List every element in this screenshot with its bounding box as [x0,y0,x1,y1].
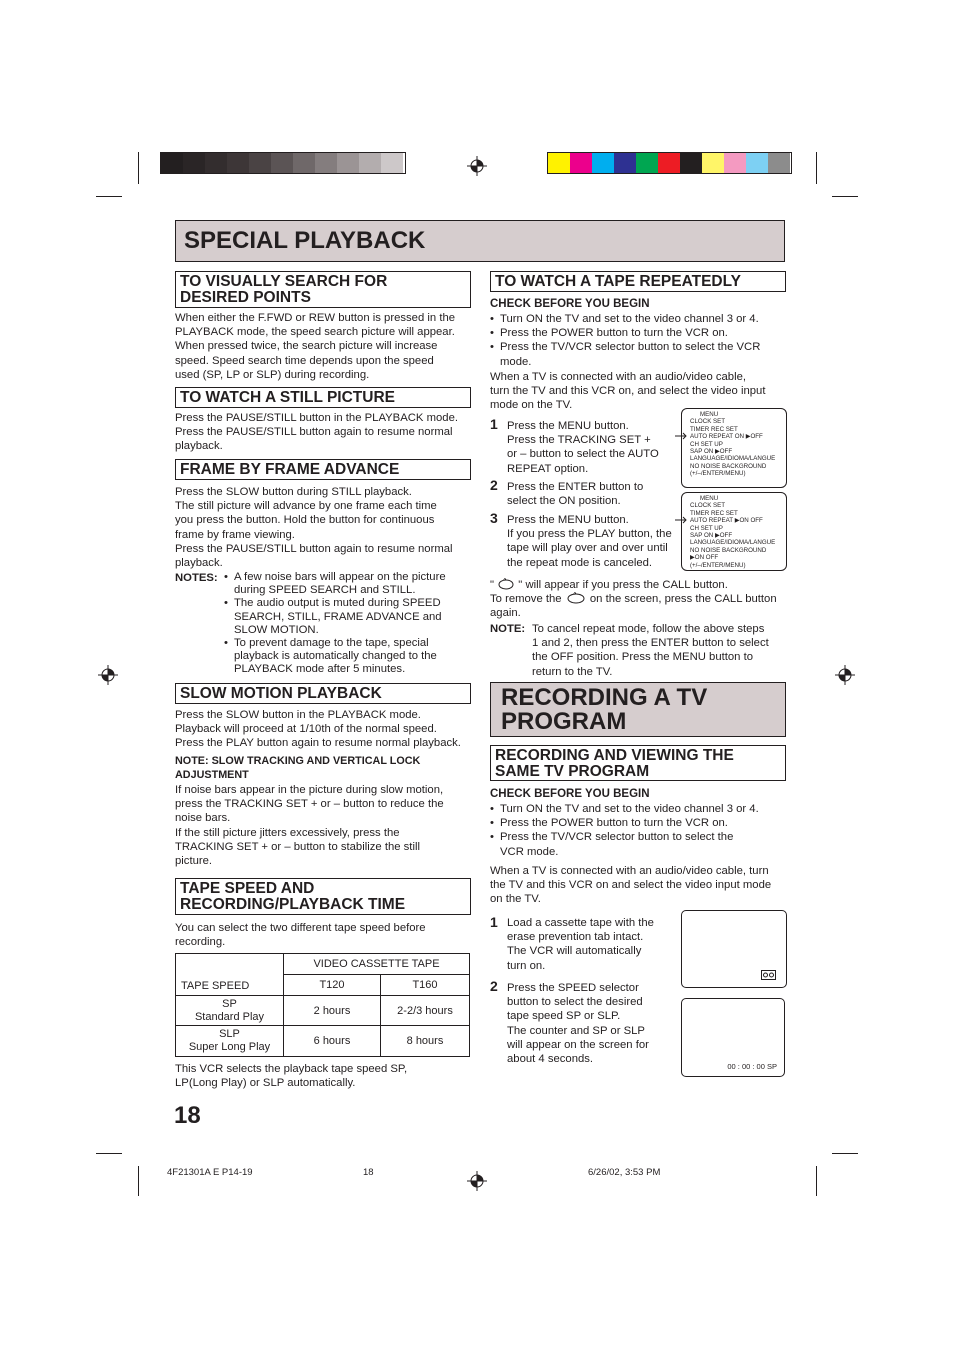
menu-line: CH SET UP [690,524,723,532]
text-line: Press the MENU button. [507,420,629,432]
menu-line: LANGUAGE/IDIOMA/LANGUE [690,539,776,547]
note-item [224,571,474,597]
recording-title-bar [490,682,786,737]
trim-mark [816,1166,817,1196]
step-text [507,981,677,1066]
text-line: The still picture will advance by one frame each time [175,500,437,513]
repeat-intro [490,370,786,413]
gray-swatch [403,152,425,174]
text-line: frame by frame viewing. [175,528,295,541]
menu-line: TIMER REC SET [690,425,738,433]
heading-line: SAME TV PROGRAM [495,763,650,780]
text-line: Press the SLOW button during STILL playback. [175,486,412,498]
step-text [507,513,682,570]
menu-line: SAP ON ▶OFF [690,532,733,540]
menu-line: CLOCK SET [690,418,726,426]
trim-mark [816,152,817,184]
step-text [507,419,682,476]
record-intro [490,864,788,907]
check-item [490,830,786,858]
step-number: 1 [490,416,498,432]
table-header-tape-speed: TAPE SPEED [176,954,284,996]
text-line: The counter and SP or SLP [507,1024,645,1037]
table-cell-speed [176,1026,284,1057]
heading-line: SLOW MOTION PLAYBACK [180,685,382,702]
text-line: • A few noise bars will appear on the picture [234,571,446,583]
text-line: Press the ENTER button to [507,481,644,493]
speed-code: SP [222,997,237,1010]
text-line: Press the SLOW button in the PLAYBACK mode. [175,709,421,721]
menu-title: MENU [700,411,719,418]
menu-screen-on [681,492,787,571]
text-line: PLAYBACK mode after 5 minutes. [234,663,406,676]
cassette-icon [761,970,776,980]
menu-line: NO NOISE BACKGROUND [690,546,767,554]
arrow-icon [675,432,687,440]
text-line: When either the F.FWD or REW button is pressed in the [175,312,456,324]
section-heading-record-view [490,745,786,781]
text-line: turn on. [507,959,546,972]
trim-mark [138,152,139,184]
heading-line: RECORDING/PLAYBACK TIME [180,896,406,913]
menu-line: LANGUAGE/IDIOMA/LANGUE [690,455,776,463]
text-line: 1 and 2, then press the ENTER button to select [532,637,769,650]
menu-line: AUTO REPEAT ▶ON OFF [690,517,763,525]
call-line-3: again. [490,607,521,619]
page-title-bar [175,220,785,262]
text-line: playback. [175,440,223,453]
gray-bar-frame [160,152,406,174]
text-line: or – button to select the AUTO [507,448,659,461]
note-item [224,597,474,637]
menu-line: ▶ON OFF [690,554,719,562]
text-fragment: " will appear if you press the CALL button. [518,579,728,591]
text-line: You can select the two different tape speed before [175,922,426,934]
text-line: during SPEED SEARCH and STILL. [234,584,416,597]
menu-screen-off [681,408,787,488]
text-line: SEARCH, STILL, FRAME ADVANCE and [234,610,442,623]
speed-desc: Standard Play [194,1010,265,1023]
section-heading-repeat [490,271,786,292]
text-line: on the TV. [490,893,541,906]
slow-motion-body [175,708,475,751]
text-line: button to select the desired [507,996,643,1009]
text-line: return to the TV. [532,665,613,678]
text-line: you press the button. Hold the button for continuous [175,514,435,527]
text-line: When a TV is connected with an audio/video cable, turn [490,865,769,877]
menu-line: CH SET UP [690,440,723,448]
section-heading-still-picture [175,387,471,408]
screen-counter: 00 : 00 : 00 SP [727,1062,777,1071]
menu-line: AUTO REPEAT ON ▶OFF [690,433,763,441]
text-line: The VCR will automatically [507,945,642,958]
registration-mark-icon [467,156,487,176]
text-line: • Turn ON the TV and set to the video channel 3 or 4. [500,803,759,815]
tv-screen-counter [681,998,785,1077]
section-heading-tape-speed [175,878,471,915]
registration-mark-icon [467,1171,487,1191]
repeat-checklist [490,312,786,369]
trim-mark [832,196,858,197]
section-heading-visual-search [175,271,471,308]
text-line: mode. [500,355,532,368]
text-line: When pressed twice, the search picture will increase [175,340,438,353]
menu-line: CLOCK SET [690,502,726,510]
menu-line: NO NOISE BACKGROUND [690,462,767,470]
notes-label: NOTES: [175,572,218,584]
text-line: Playback will proceed at 1/10th of the normal speed. [175,723,437,736]
menu-line: TIMER REC SET [690,509,738,517]
table-header-t160: T160 [381,975,470,996]
step-number: 1 [490,914,498,930]
text-fragment: on the screen, press the CALL button [589,593,777,605]
heading-line: TO VISUALLY SEARCH FOR [180,273,388,290]
text-line: will appear on the screen for [507,1038,649,1051]
check-item [490,326,786,340]
text-line: • Press the POWER button to turn the VCR on. [500,817,728,830]
tape-speed-intro [175,921,475,949]
text-line: If the still picture jitters excessively, press the [175,826,400,839]
text-line: picture. [175,855,213,868]
repeat-icon [497,578,515,590]
text-line: Press the SPEED selector [507,982,639,994]
footer-date: 6/26/02, 3:53 PM [588,1167,661,1178]
text-line: recording. [175,936,226,949]
text-line: tape will play over and over until [507,542,668,555]
speed-code: SLP [219,1028,240,1040]
menu-footer: (+/–/ENTER/MENU) [690,561,746,569]
check-item [490,312,786,326]
text-line: tape speed SP or SLP. [507,1010,621,1023]
text-line: ADJUSTMENT [175,769,249,782]
trim-mark [96,196,122,197]
still-picture-body [175,411,475,454]
text-line: • The audio output is muted during SPEED [234,597,441,610]
text-line: NOTE: SLOW TRACKING AND VERTICAL LOCK [175,755,421,767]
note-item [224,637,474,677]
text-line: erase prevention tab intact. [507,931,644,944]
text-line: SLOW MOTION. [234,623,319,636]
color-bar-frame [547,152,792,174]
text-line: PLAYBACK mode, the speed search picture will appear. [175,326,455,339]
tape-speed-outro [175,1062,475,1090]
table-header-t120: T120 [284,975,381,996]
heading-line: FRAME BY FRAME ADVANCE [180,461,400,478]
arrow-icon [675,516,687,524]
tape-speed-table [175,953,470,1057]
text-fragment: To remove the [490,593,562,605]
text-line: LP(Long Play) or SLP automatically. [175,1077,356,1090]
page-number: 18 [174,1102,201,1129]
text-line: the TV and this VCR on and select the video input mode [490,879,772,892]
heading-line: TAPE SPEED AND [180,880,315,897]
heading-line: RECORDING AND VIEWING THE [495,747,734,764]
text-line: noise bars. [175,812,231,825]
text-line: press the TRACKING SET + or – button to reduce the [175,798,444,811]
repeat-note-body [532,622,787,679]
speed-desc: Super Long Play [188,1041,271,1053]
heading-line: TO WATCH A TAPE REPEATEDLY [495,273,742,290]
text-line: Press the PAUSE/STILL button again to resume normal [175,426,453,439]
text-line: VCR mode. [500,845,559,858]
tv-screen-cassette [681,910,787,988]
page-title: SPECIAL PLAYBACK [184,227,426,254]
text-line: Press the MENU button. [507,514,629,526]
text-line: • Turn ON the TV and set to the video channel 3 or 4. [500,313,759,325]
text-line: mode on the TV. [490,399,573,412]
visual-search-body [175,311,475,382]
text-line: • Press the POWER button to turn the VCR on. [500,327,728,340]
footer-code: 4F21301A E P14-19 [167,1167,253,1178]
table-cell: 6 hours [284,1026,381,1057]
step-text [507,916,677,973]
text-line: used (SP, LP or SLP) during recording. [175,368,370,381]
check-item [490,340,786,368]
text-line: • Press the TV/VCR selector button to select the VCR [500,341,761,354]
text-line: TRACKING SET + or – button to stabilize the still [175,840,420,853]
text-line: • Press the TV/VCR selector button to select the [500,831,734,844]
text-line: select the ON position. [507,495,621,508]
step-text [507,480,682,508]
trim-mark [832,1153,858,1154]
text-line: If noise bars appear in the picture during slow motion, [175,784,444,796]
check-before-label: CHECK BEFORE YOU BEGIN [490,788,650,800]
text-line: To cancel repeat mode, follow the above steps [532,623,765,635]
text-line: REPEAT option. [507,462,589,475]
text-fragment: " [490,579,495,591]
heading-line: TO WATCH A STILL PICTURE [180,389,395,406]
registration-mark-icon [835,665,855,685]
check-item [490,816,786,830]
registration-mark-icon [98,665,118,685]
call-line-1 [490,578,728,592]
table-cell-speed [176,996,284,1026]
text-line: playback is automatically changed to the [234,650,437,663]
table-cell: 2 hours [284,996,381,1026]
section-heading-slow-motion [175,683,471,704]
text-line: • To prevent damage to the tape, special [234,637,429,650]
menu-line: SAP ON ▶OFF [690,448,733,456]
text-line: about 4 seconds. [507,1053,594,1066]
footer-page: 18 [363,1167,374,1178]
text-line: the OFF position. Press the MENU button to [532,651,754,664]
table-row [176,996,470,1026]
menu-title: MENU [700,495,719,502]
slow-tracking-note-heading [175,754,475,782]
text-line: Press the TRACKING SET + [507,434,651,447]
text-line: speed. Speed search time depends upon the speed [175,354,434,367]
table-row [176,1026,470,1057]
repeat-icon [565,592,587,604]
text-line: playback. [175,557,223,570]
text-line: the repeat mode is canceled. [507,556,653,569]
table-header-video-cassette: VIDEO CASSETTE TAPE [284,954,470,975]
text-line: Press the PAUSE/STILL button in the PLAYBACK mode. [175,412,458,424]
notes-list [224,571,474,677]
trim-mark [96,1153,122,1154]
text-line: If you press the PLAY button, the [507,528,672,541]
text-line: turn the TV and this VCR on, and select the video input [490,385,766,398]
text-line: Press the PAUSE/STILL button again to resume normal [175,542,453,555]
step-number: 2 [490,477,498,493]
note-label: NOTE: [490,623,526,635]
recording-title-line: RECORDING A TV [501,684,708,711]
table-cell: 8 hours [381,1026,470,1057]
slow-tracking-note-body [175,783,475,868]
text-line: Press the PLAY button again to resume normal playback. [175,737,461,750]
step-number: 3 [490,510,498,526]
check-item [490,802,786,816]
step-number: 2 [490,978,498,994]
text-line: This VCR selects the playback tape speed SP, [175,1063,408,1075]
table-cell: 2-2/3 hours [381,996,470,1026]
recording-title-line: PROGRAM [501,708,627,735]
text-line: When a TV is connected with an audio/video cable, [490,371,747,383]
heading-line: DESIRED POINTS [180,289,311,306]
text-line: Load a cassette tape with the [507,917,654,929]
trim-mark [138,1166,139,1196]
section-heading-frame-advance [175,459,471,480]
menu-footer: (+/–/ENTER/MENU) [690,470,746,478]
call-line-2 [490,592,777,606]
frame-advance-body [175,485,475,570]
check-before-label: CHECK BEFORE YOU BEGIN [490,298,650,310]
record-checklist [490,802,786,859]
